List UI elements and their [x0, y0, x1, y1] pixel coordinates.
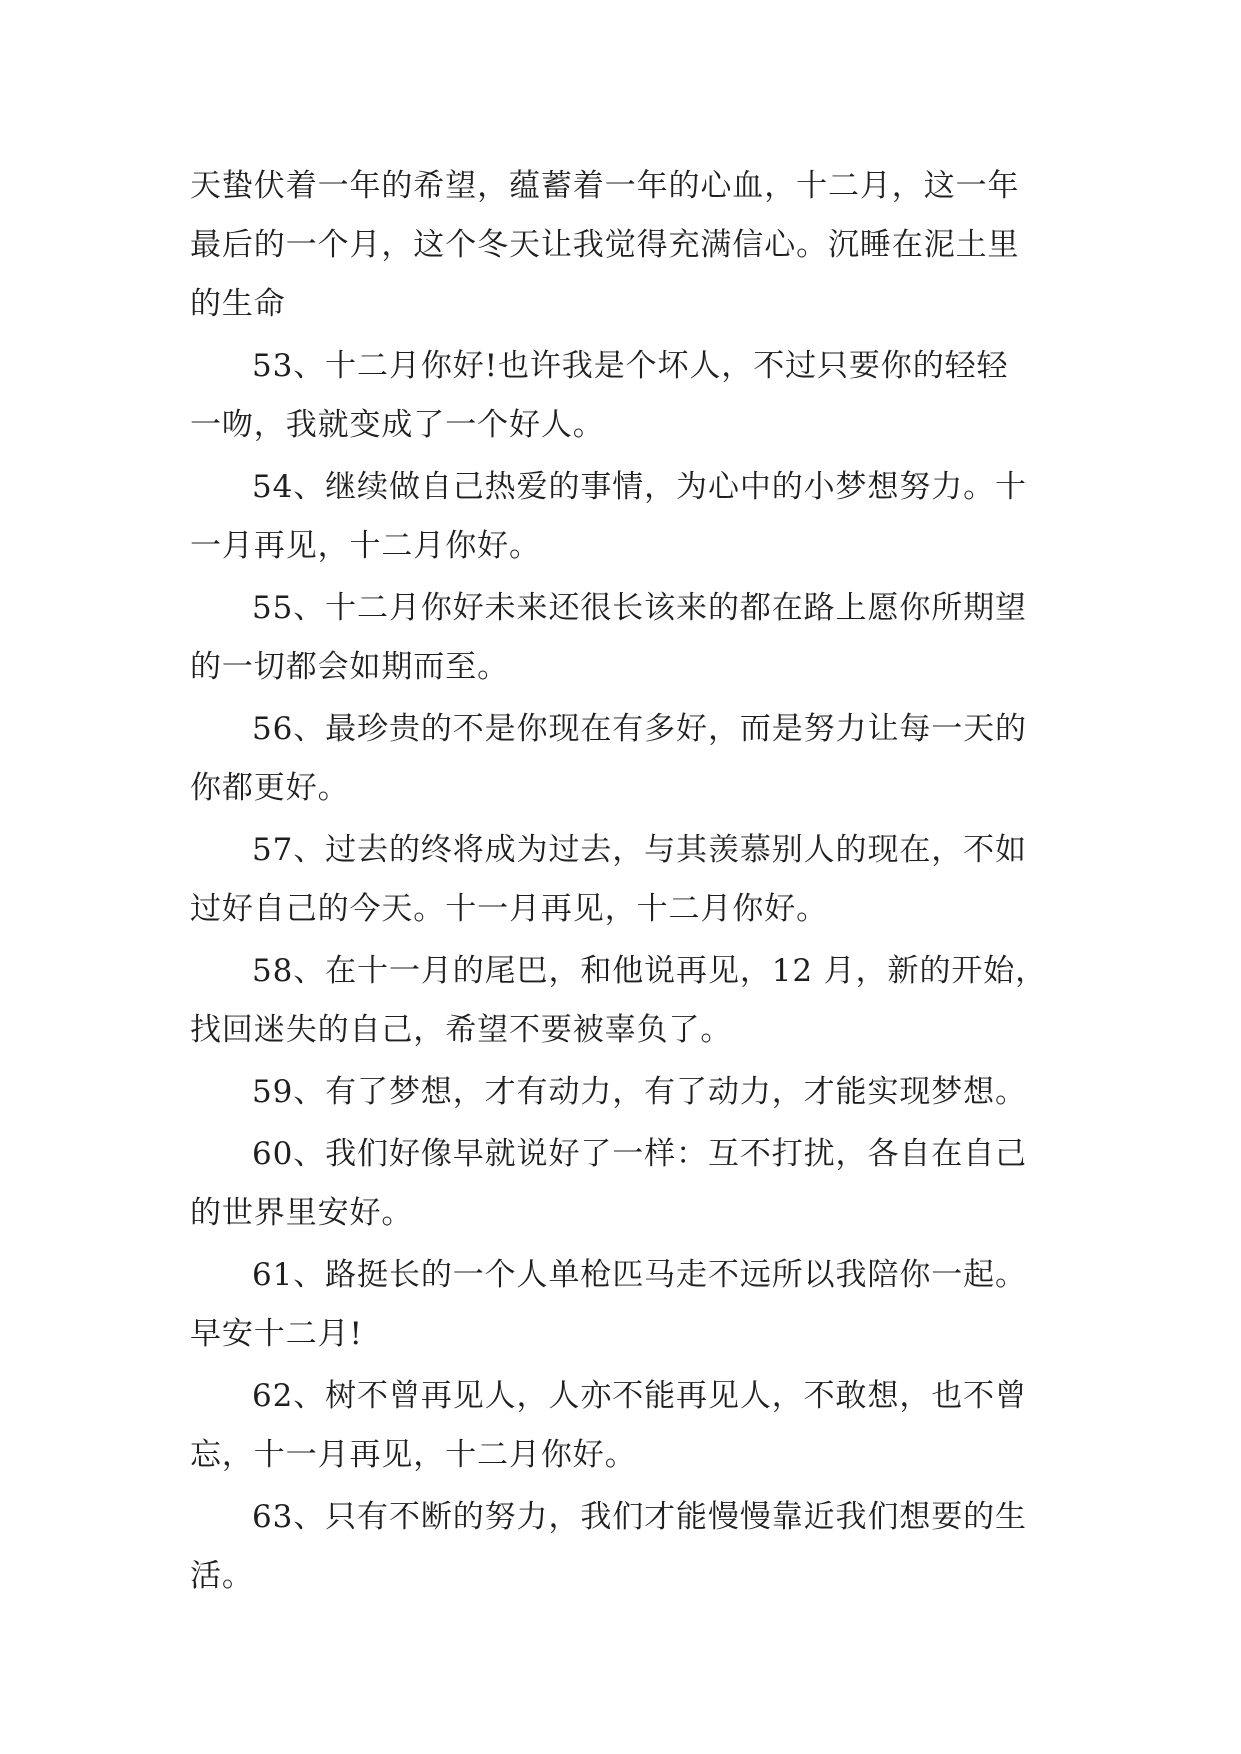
text-line: 忘，十一月再见，十二月你好。 [190, 1437, 637, 1473]
text-line: 找回迷失的自己，希望不要被辜负了。 [190, 1012, 733, 1048]
text-line: 55、十二月你好未来还很长该来的都在路上愿你所期望 [252, 590, 1027, 626]
paragraph-61 [190, 1246, 1055, 1364]
paragraph-62 [190, 1367, 1055, 1485]
paragraph-55 [190, 579, 1055, 697]
text-line: 过好自己的今天。十一月再见，十二月你好。 [190, 891, 828, 927]
text-line: 62、树不曾再见人，人亦不能再见人，不敢想，也不曾 [252, 1378, 1027, 1414]
text-line: 的世界里安好。 [190, 1195, 414, 1231]
text-line: 58、在十一月的尾巴，和他说再见，12 月，新的开始， [252, 953, 1048, 989]
paragraph-58 [190, 942, 1055, 1060]
paragraph-continuation [190, 157, 1055, 334]
text-line: 活。 [190, 1558, 254, 1594]
text-line: 63、只有不断的努力，我们才能慢慢靠近我们想要的生 [252, 1499, 1027, 1535]
paragraph-57 [190, 821, 1055, 939]
text-line: 59、有了梦想，才有动力，有了动力，才能实现梦想。 [252, 1074, 1027, 1110]
text-line: 天蛰伏着一年的希望，蕴蓄着一年的心血，十二月，这一年 [190, 168, 1020, 204]
paragraph-63 [190, 1488, 1055, 1606]
text-line: 一月再见，十二月你好。 [190, 528, 541, 564]
text-line: 你都更好。 [190, 770, 350, 806]
text-line: 的生命 [190, 286, 286, 322]
text-line: 61、路挺长的一个人单枪匹马走不远所以我陪你一起。 [252, 1257, 1027, 1293]
text-line: 56、最珍贵的不是你现在有多好，而是努力让每一天的 [252, 711, 1027, 747]
text-line: 的一切都会如期而至。 [190, 649, 509, 685]
text-line: 54、继续做自己热爱的事情，为心中的小梦想努力。十 [252, 469, 1027, 505]
text-line: 57、过去的终将成为过去，与其羡慕别人的现在，不如 [252, 832, 1027, 868]
text-line: 最后的一个月，这个冬天让我觉得充满信心。沉睡在泥土里 [190, 227, 1020, 263]
document-body [190, 157, 1055, 1606]
paragraph-54 [190, 458, 1055, 576]
paragraph-53 [190, 337, 1055, 455]
paragraph-56 [190, 700, 1055, 818]
text-line: 60、我们好像早就说好了一样：互不打扰，各自在自己 [252, 1136, 1027, 1172]
text-line: 早安十二月! [190, 1316, 363, 1352]
text-line: 53、十二月你好!也许我是个坏人，不过只要你的轻轻 [252, 348, 1009, 384]
paragraph-59 [190, 1063, 1055, 1122]
paragraph-60 [190, 1125, 1055, 1243]
text-line: 一吻，我就变成了一个好人。 [190, 407, 605, 443]
